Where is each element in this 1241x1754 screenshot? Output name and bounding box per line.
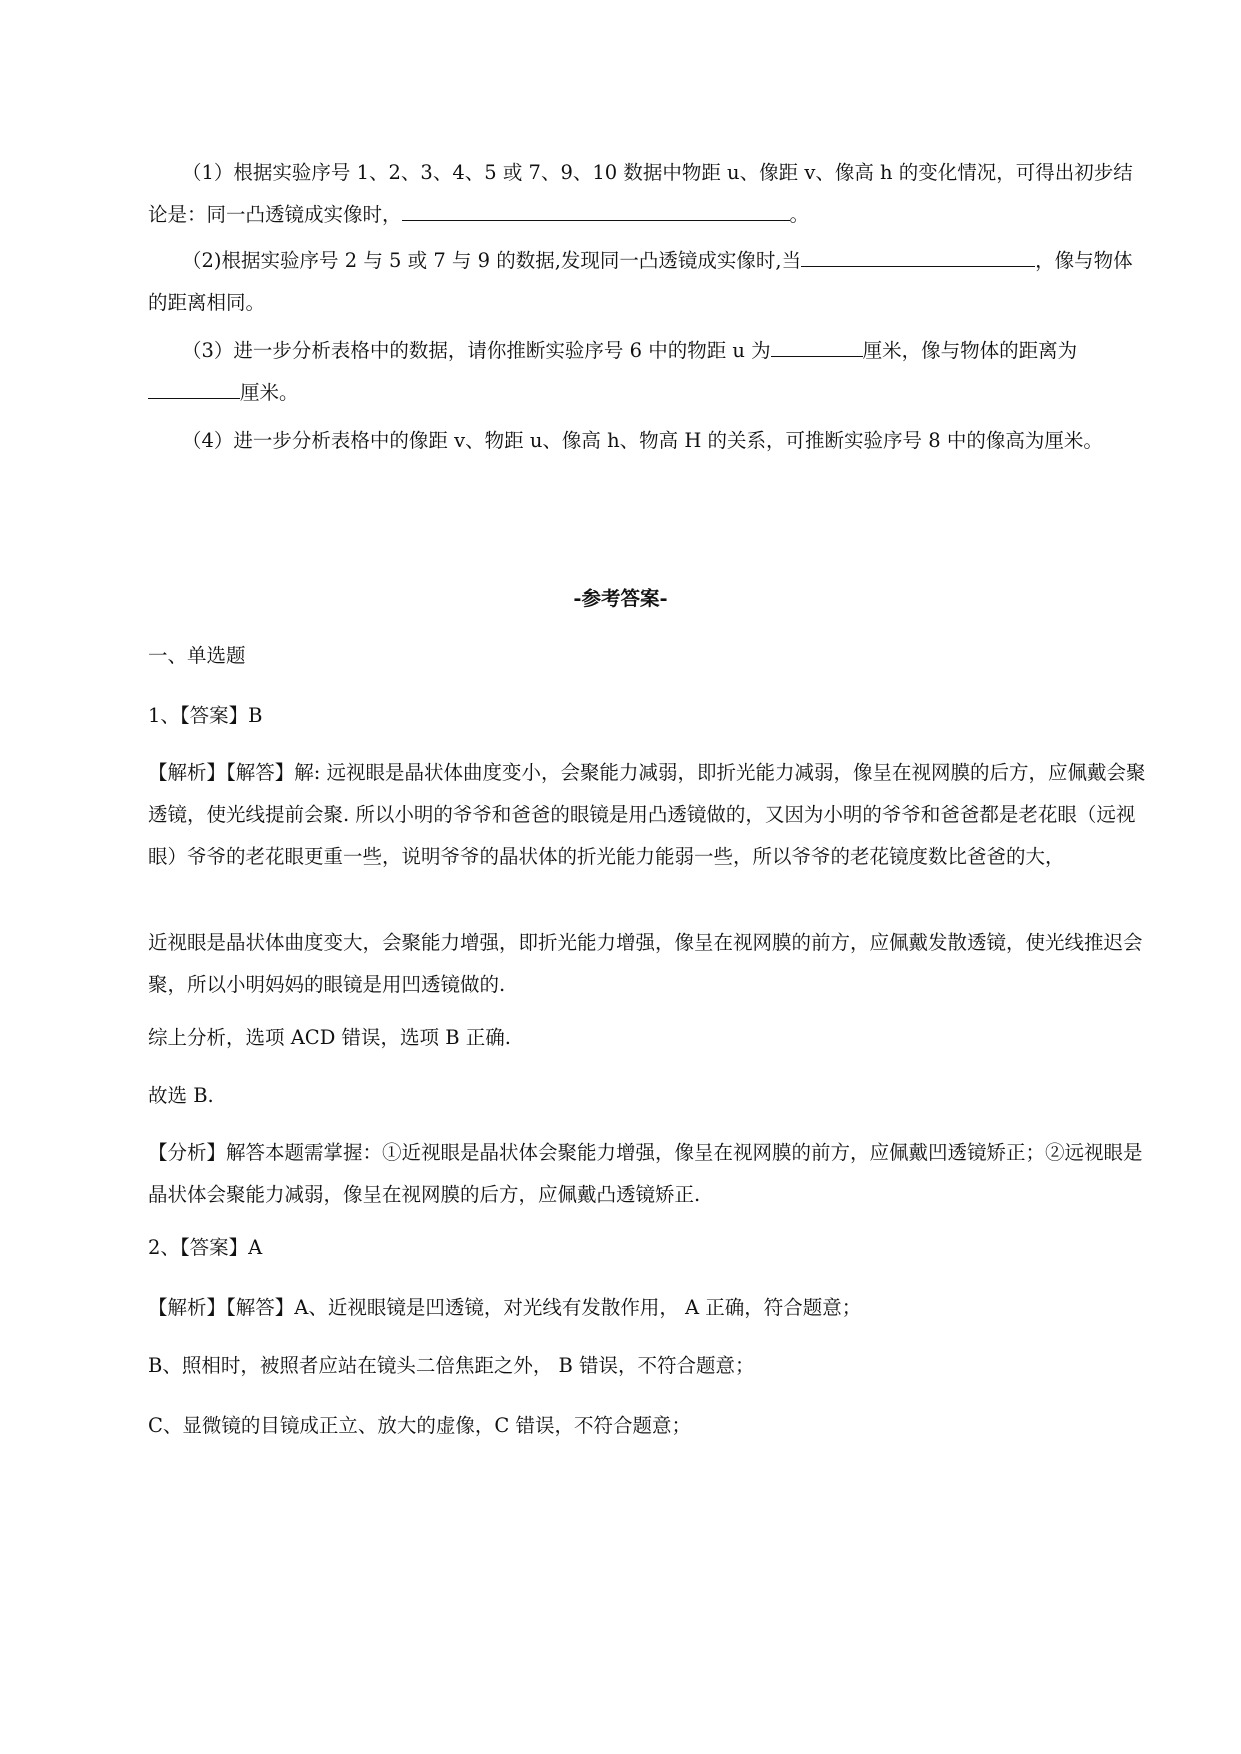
question-4-end: 厘米。 [1044, 429, 1103, 452]
question-2 [148, 240, 1148, 324]
question-3-middle: 厘米，像与物体的距离为 [862, 339, 1078, 362]
answer-2-heading: 2、【答案】A [148, 1236, 263, 1259]
answer-2-line-1: 【解析】【解答】A、近视眼镜是凹透镜，对光线有发散作用， A 正确，符合题意； [148, 1296, 862, 1319]
question-3 [148, 330, 1148, 414]
question-4-text: （4）进一步分析表格中的像距 v、物距 u、像高 h、物高 H 的关系，可推断实验序号 8 中的像高为 [182, 429, 1045, 452]
answer-blank-3a[interactable] [771, 332, 863, 357]
question-2-text: （2)根据实验序号 2 与 5 或 7 与 9 的数据,发现同一凸透镜成实像时,当 [182, 249, 802, 272]
answer-1-note: 【分析】解答本题需掌握：①近视眼是晶状体会聚能力增强，像呈在视网膜的前方，应佩戴凹透镜矫正；②远视眼是晶状体会聚能力减弱，像呈在视网膜的后方，应佩戴凸透镜矫正. [148, 1141, 1143, 1206]
question-1-end: 。 [789, 203, 810, 226]
section-heading: 一、单选题 [148, 644, 246, 667]
question-2-end: ，像与物体的距离相同。 [148, 249, 1133, 314]
question-4 [148, 420, 1148, 462]
answer-1-myopia: 近视眼是晶状体曲度变大，会聚能力增强，即折光能力增强，像呈在视网膜的前方，应佩戴发散透镜，使光线推迟会聚，所以小明妈妈的眼镜是用凹透镜做的. [148, 931, 1143, 996]
answer-blank-1[interactable] [402, 196, 790, 221]
answer-1-heading: 1、【答案】B [148, 704, 263, 727]
answer-key-title: -参考答案- [573, 587, 668, 610]
answer-blank-2[interactable] [801, 242, 1035, 267]
question-3-end: 厘米。 [240, 381, 299, 404]
answer-blank-3b[interactable] [148, 374, 240, 399]
question-3-text: （3）进一步分析表格中的数据，请你推断实验序号 6 中的物距 u 为 [182, 339, 771, 362]
answer-1-summary: 综上分析，选项 ACD 错误，选项 B 正确. [148, 1026, 511, 1049]
question-1 [148, 152, 1148, 236]
question-1-text: （1）根据实验序号 1、2、3、4、5 或 7、9、10 数据中物距 u、像距 v、像高 h 的变化情况，可得出初步结论是：同一凸透镜成实像时， [148, 161, 1133, 226]
answer-2-line-3: C、显微镜的目镜成正立、放大的虚像，C 错误，不符合题意； [148, 1414, 692, 1437]
answer-1-choice: 故选 B. [148, 1084, 214, 1107]
answer-1-analysis: 【解析】【解答】解: 远视眼是晶状体曲度变小，会聚能力减弱，即折光能力减弱，像呈在视网膜的后方，应佩戴会聚透镜，使光线提前会聚. 所以小明的爷爷和爸爸的眼镜是用凸透镜做的，又因为小明的爷爷和爸爸都是老花眼（远视眼）爷爷的老花眼更重一些，说明爷爷的晶状体的折光能力能弱一些，所以爷爷的老花镜度数比爸爸的大， [148, 761, 1146, 868]
answer-2-line-2: B、照相时，被照者应站在镜头二倍焦距之外， B 错误，不符合题意； [148, 1354, 755, 1377]
